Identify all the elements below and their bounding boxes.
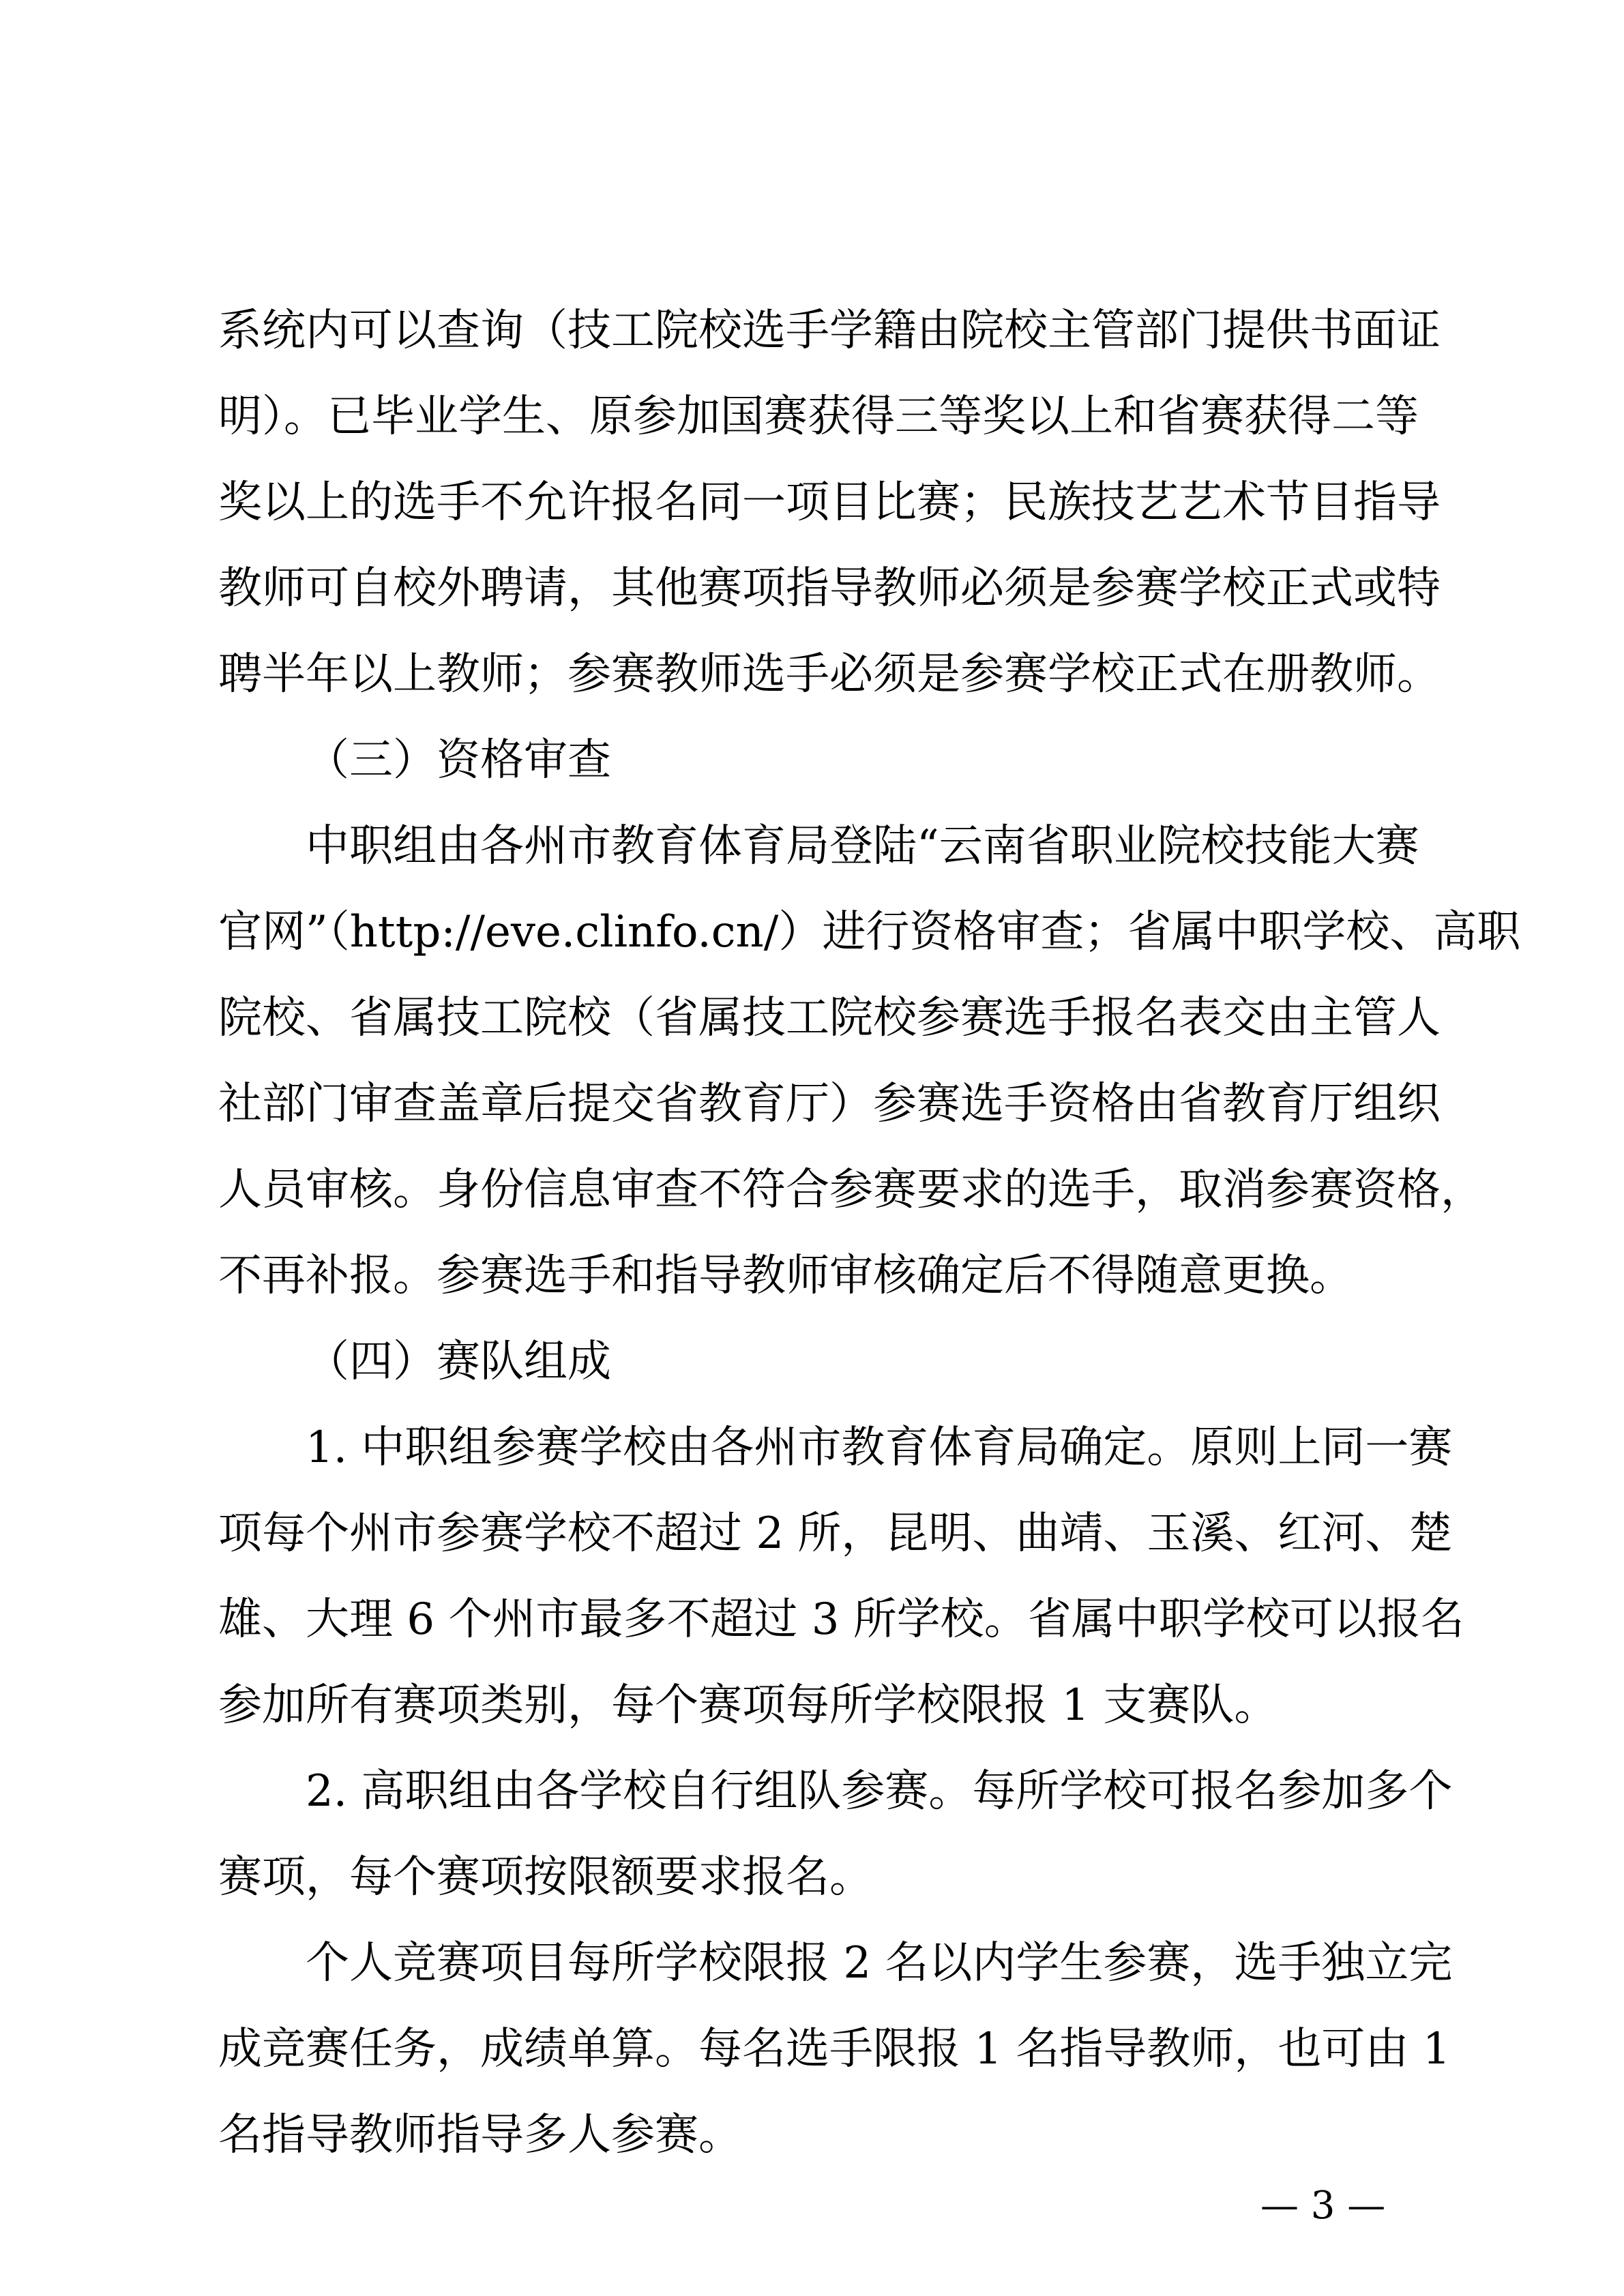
paragraph-5-line-2: 项每个州市参赛学校不超过 2 所，昆明、曲靖、玉溪、红河、楚 [218,1508,1453,1559]
paragraph-7-line-3: 名指导教师指导多人参赛。 [218,2110,742,2160]
paragraph-3-line-5: 人员审核。身份信息审查不符合参赛要求的选手，取消参赛资格， [218,1165,1484,1215]
paragraph-1-line-1: 系统内可以查询（技工院校选手学籍由院校主管部门提供书面证 [218,305,1441,356]
paragraph-7-line-1: 个人竞赛项目每所学校限报 2 名以内学生参赛，选手独立完 [306,1938,1453,1988]
paragraph-3-line-6: 不再补报。参赛选手和指导教师审核确定后不得随意更换。 [218,1251,1353,1301]
paragraph-6-line-2: 赛项，每个赛项按限额要求报名。 [218,1852,873,1903]
paragraph-5-line-1: 1. 中职组参赛学校由各州市教育体育局确定。原则上同一赛 [306,1422,1453,1473]
paragraph-5-line-4: 参加所有赛项类别，每个赛项每所学校限报 1 支赛队。 [218,1680,1278,1731]
paragraph-3-line-2: 官网”（http://eve.clinfo.cn/）进行资格审查；省属中职学校、高职 [218,907,1521,957]
paragraph-1-line-5: 聘半年以上教师；参赛教师选手必须是参赛学校正式在册教师。 [218,649,1441,700]
paragraph-3-line-4: 社部门审查盖章后提交省教育厅）参赛选手资格由省教育厅组织 [218,1079,1441,1129]
paragraph-3-line-3: 院校、省属技工院校（省属技工院校参赛选手报名表交由主管人 [218,993,1441,1043]
paragraph-3-line-1: 中职组由各州市教育体育局登陆“云南省职业院校技能大赛 [306,821,1419,871]
paragraph-5-line-3: 雄、大理 6 个州市最多不超过 3 所学校。省属中职学校可以报名 [218,1594,1464,1645]
paragraph-1-line-4: 教师可自校外聘请，其他赛项指导教师必须是参赛学校正式或特 [218,563,1441,614]
section-heading-3: （三）资格审查 [306,735,611,786]
paragraph-7-line-2: 成竞赛任务，成绩单算。每名选手限报 1 名指导教师，也可由 1 [218,2024,1451,2074]
page-number: — 3 — [1260,2183,1386,2228]
paragraph-1-line-3: 奖以上的选手不允许报名同一项目比赛；民族技艺艺术节目指导 [218,477,1441,528]
paragraph-6-line-1: 2. 高职组由各学校自行组队参赛。每所学校可报名参加多个 [306,1766,1453,1817]
section-heading-4: （四）赛队组成 [306,1337,611,1387]
paragraph-1-line-2: 明）。已毕业学生、原参加国赛获得三等奖以上和省赛获得二等 [218,391,1419,442]
